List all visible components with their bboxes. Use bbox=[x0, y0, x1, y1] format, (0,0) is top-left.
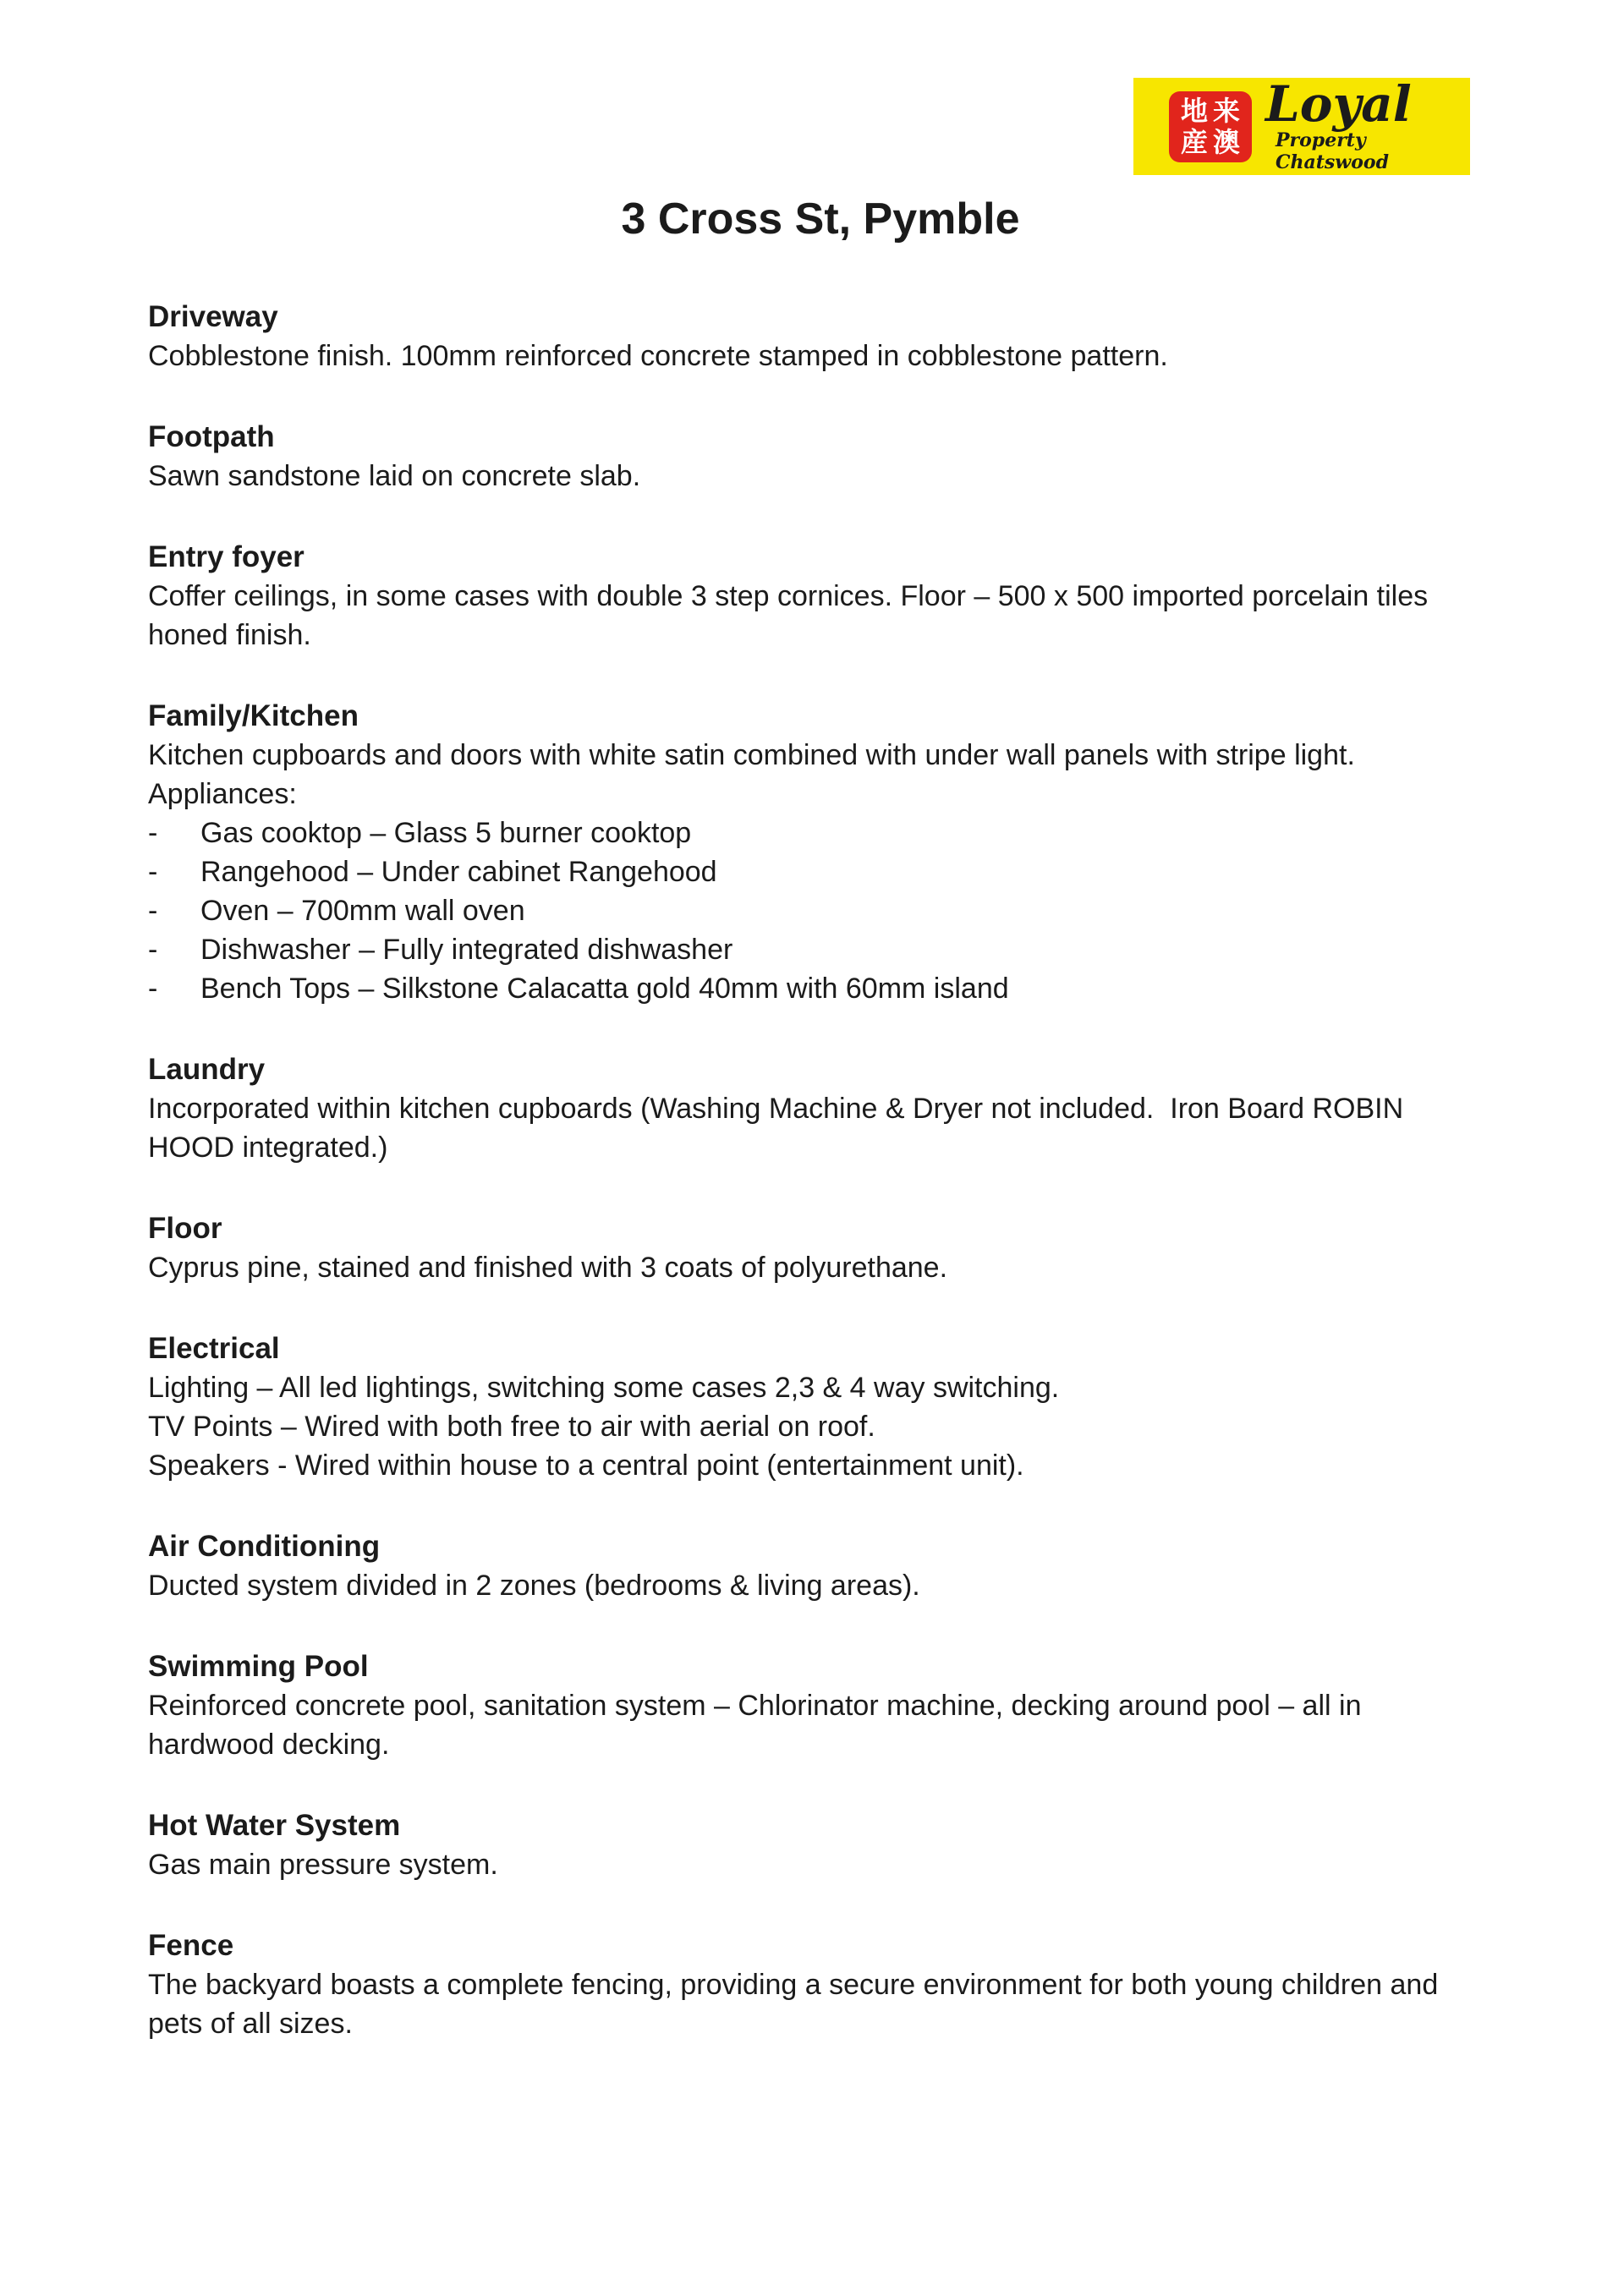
section-heading: Hot Water System bbox=[148, 1808, 401, 1842]
seal-characters-row-2: 産澳 bbox=[1180, 125, 1245, 158]
section-heading: Electrical bbox=[148, 1331, 280, 1365]
section-swimming-pool bbox=[148, 1647, 1493, 1764]
section-paragraph: Gas main pressure system. bbox=[148, 1848, 498, 1881]
bullet-marker: - bbox=[148, 972, 158, 1005]
section-paragraph: Sawn sandstone laid on concrete slab. bbox=[148, 459, 641, 492]
section-heading: Air Conditioning bbox=[148, 1529, 381, 1563]
section-paragraph: Cobblestone finish. 100mm reinforced concrete stamped in cobblestone pattern. bbox=[148, 339, 1168, 372]
list-item bbox=[148, 852, 1493, 891]
list-item bbox=[148, 930, 1493, 969]
section-paragraph: Incorporated within kitchen cupboards (Washing Machine & Dryer not included. Iron Board ROBIN HOOD integrated.) bbox=[148, 1092, 1412, 1164]
section-paragraph: Appliances: bbox=[148, 777, 297, 810]
section-paragraph: Coffer ceilings, in some cases with double 3 step cornices. Floor – 500 x 500 imported porcelain tiles honed finish. bbox=[148, 579, 1436, 651]
list-item-text: Rangehood – Under cabinet Rangehood bbox=[200, 855, 717, 888]
list-item bbox=[148, 969, 1493, 1008]
section-paragraph: The backyard boasts a complete fencing, providing a secure environment for both young children and pets of all sizes. bbox=[148, 1968, 1446, 2040]
section-family-kitchen bbox=[148, 697, 1493, 1008]
logo-text bbox=[1265, 75, 1470, 173]
company-seal bbox=[1169, 91, 1252, 162]
section-electrical bbox=[148, 1329, 1493, 1485]
brand-name: Loyal bbox=[1265, 75, 1412, 133]
section-paragraph: Ducted system divided in 2 zones (bedrooms & living areas). bbox=[148, 1569, 920, 1602]
bullet-marker: - bbox=[148, 855, 158, 888]
list-item-text: Dishwasher – Fully integrated dishwasher bbox=[200, 933, 733, 966]
section-heading: Footpath bbox=[148, 419, 275, 453]
section-heading: Swimming Pool bbox=[148, 1649, 369, 1683]
list-item-text: Oven – 700mm wall oven bbox=[200, 894, 525, 927]
company-logo bbox=[1133, 75, 1470, 175]
section-heading: Fence bbox=[148, 1928, 234, 1962]
document-content bbox=[148, 195, 1493, 2085]
bullet-marker: - bbox=[148, 894, 158, 927]
section-footpath bbox=[148, 418, 1493, 496]
section-paragraph: Reinforced concrete pool, sanitation system – Chlorinator machine, decking around pool – all in hardwood decking. bbox=[148, 1689, 1369, 1761]
section-floor bbox=[148, 1209, 1493, 1287]
section-heading: Laundry bbox=[148, 1052, 266, 1086]
section-paragraph: Kitchen cupboards and doors with white satin combined with under wall panels with stripe light. bbox=[148, 738, 1355, 771]
seal-characters-row-1: 地来 bbox=[1180, 94, 1245, 127]
list-item bbox=[148, 814, 1493, 852]
appliance-list bbox=[148, 814, 1493, 1008]
section-air-conditioning bbox=[148, 1527, 1493, 1605]
list-item bbox=[148, 891, 1493, 930]
list-item-text: Gas cooktop – Glass 5 burner cooktop bbox=[200, 816, 692, 849]
section-heading: Floor bbox=[148, 1211, 222, 1245]
document-title: 3 Cross St, Pymble bbox=[621, 195, 1020, 244]
section-driveway bbox=[148, 298, 1493, 375]
bullet-marker: - bbox=[148, 933, 158, 966]
section-heading: Entry foyer bbox=[148, 540, 304, 573]
brand-subtitle: Property Chatswood bbox=[1276, 129, 1389, 173]
section-entry-foyer bbox=[148, 538, 1493, 655]
list-item-text: Bench Tops – Silkstone Calacatta gold 40mm with 60mm island bbox=[200, 972, 1009, 1005]
section-paragraph: Cyprus pine, stained and finished with 3 coats of polyurethane. bbox=[148, 1251, 948, 1284]
section-paragraph: TV Points – Wired with both free to air with aerial on roof. bbox=[148, 1410, 875, 1443]
section-paragraph: Speakers - Wired within house to a central point (entertainment unit). bbox=[148, 1449, 1024, 1482]
section-fence bbox=[148, 1926, 1493, 2043]
section-laundry bbox=[148, 1050, 1493, 1167]
section-heading: Family/Kitchen bbox=[148, 699, 359, 732]
section-hot-water-system bbox=[148, 1806, 1493, 1884]
section-paragraph: Lighting – All led lightings, switching some cases 2,3 & 4 way switching. bbox=[148, 1371, 1060, 1404]
section-heading: Driveway bbox=[148, 299, 278, 333]
bullet-marker: - bbox=[148, 816, 158, 849]
